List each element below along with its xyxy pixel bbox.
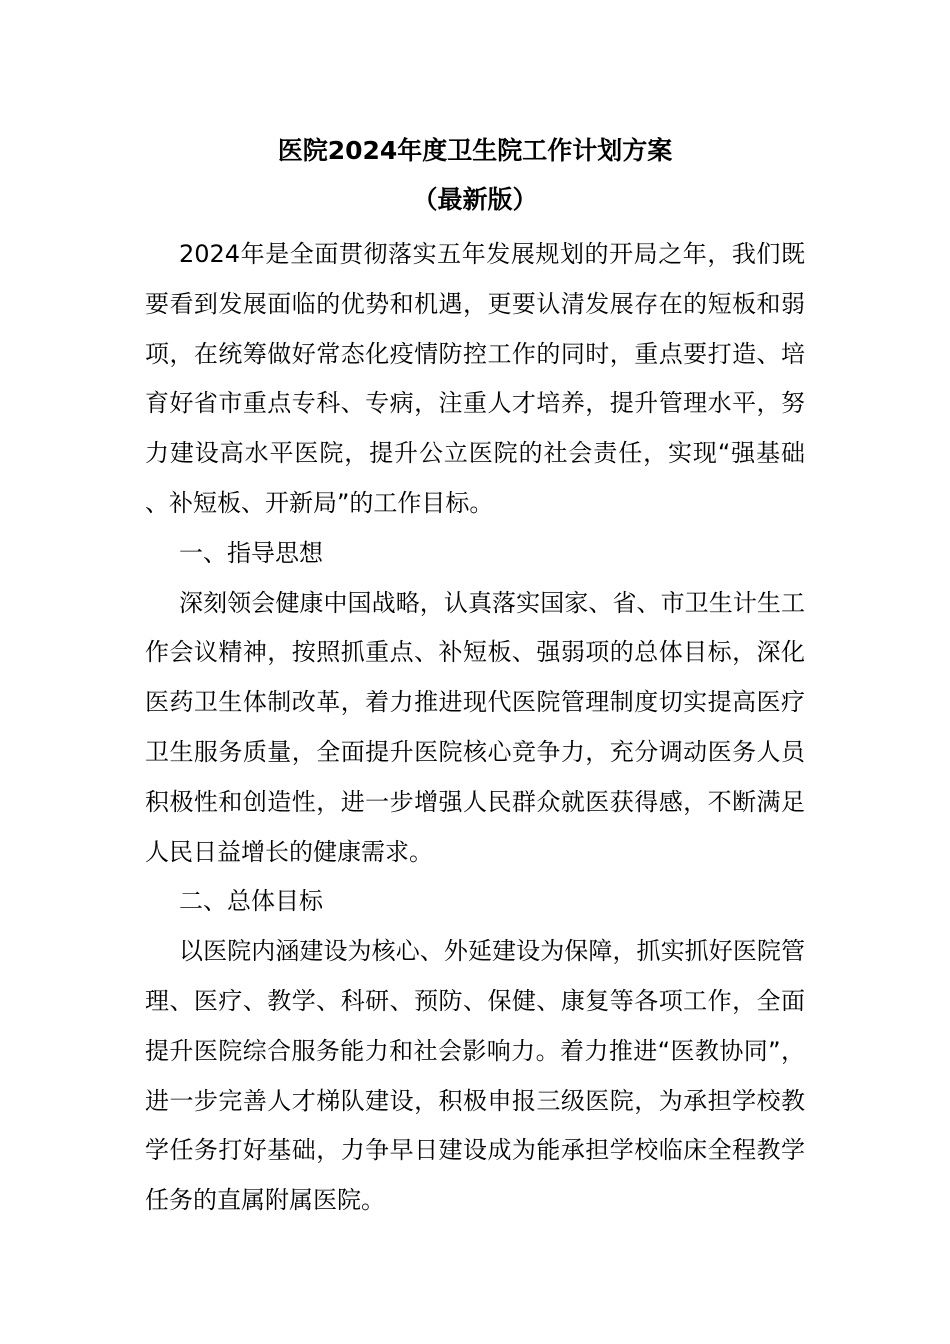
document-subtitle: （最新版） [412,185,538,214]
section-heading-guiding-ideology: 一、指导思想 [179,538,323,567]
section-heading-overall-goal: 二、总体目标 [179,887,323,916]
document-title: 医院2024年度卫生院工作计划方案 [277,136,673,165]
document-body [145,230,805,1226]
guiding-ideology-paragraph: 深刻领会健康中国战略，认真落实国家、省、市卫生计生工作会议精神，按照抓重点、补短板、强弱项的总体目标，深化医药卫生体制改革，着力推进现代医院管理制度切实提高医疗卫生服务质量，全面提升医院核心竞争力，充分调动医务人员积极性和创造性，进一步增强人民群众就医获得感，不断满足人民日益增长的健康需求。 [145,588,805,866]
overall-goal-paragraph: 以医院内涵建设为核心、外延建设为保障，抓实抓好医院管理、医疗、教学、科研、预防、保健、康复等各项工作，全面提升医院综合服务能力和社会影响力。着力推进“医教协同”，进一步完善人才梯队建设，积极申报三级医院，为承担学校教学任务打好基础，力争早日建设成为能承担学校临床全程教学任务的直属附属医院。 [145,937,805,1215]
intro-paragraph: 2024年是全面贯彻落实五年发展规划的开局之年，我们既要看到发展面临的优势和机遇，更要认清发展存在的短板和弱项，在统筹做好常态化疫情防控工作的同时，重点要打造、培育好省市重点专科、专病，注重人才培养，提升管理水平，努力建设高水平医院，提升公立医院的社会责任，实现“强基础、补短板、开新局”的工作目标。 [145,240,805,517]
